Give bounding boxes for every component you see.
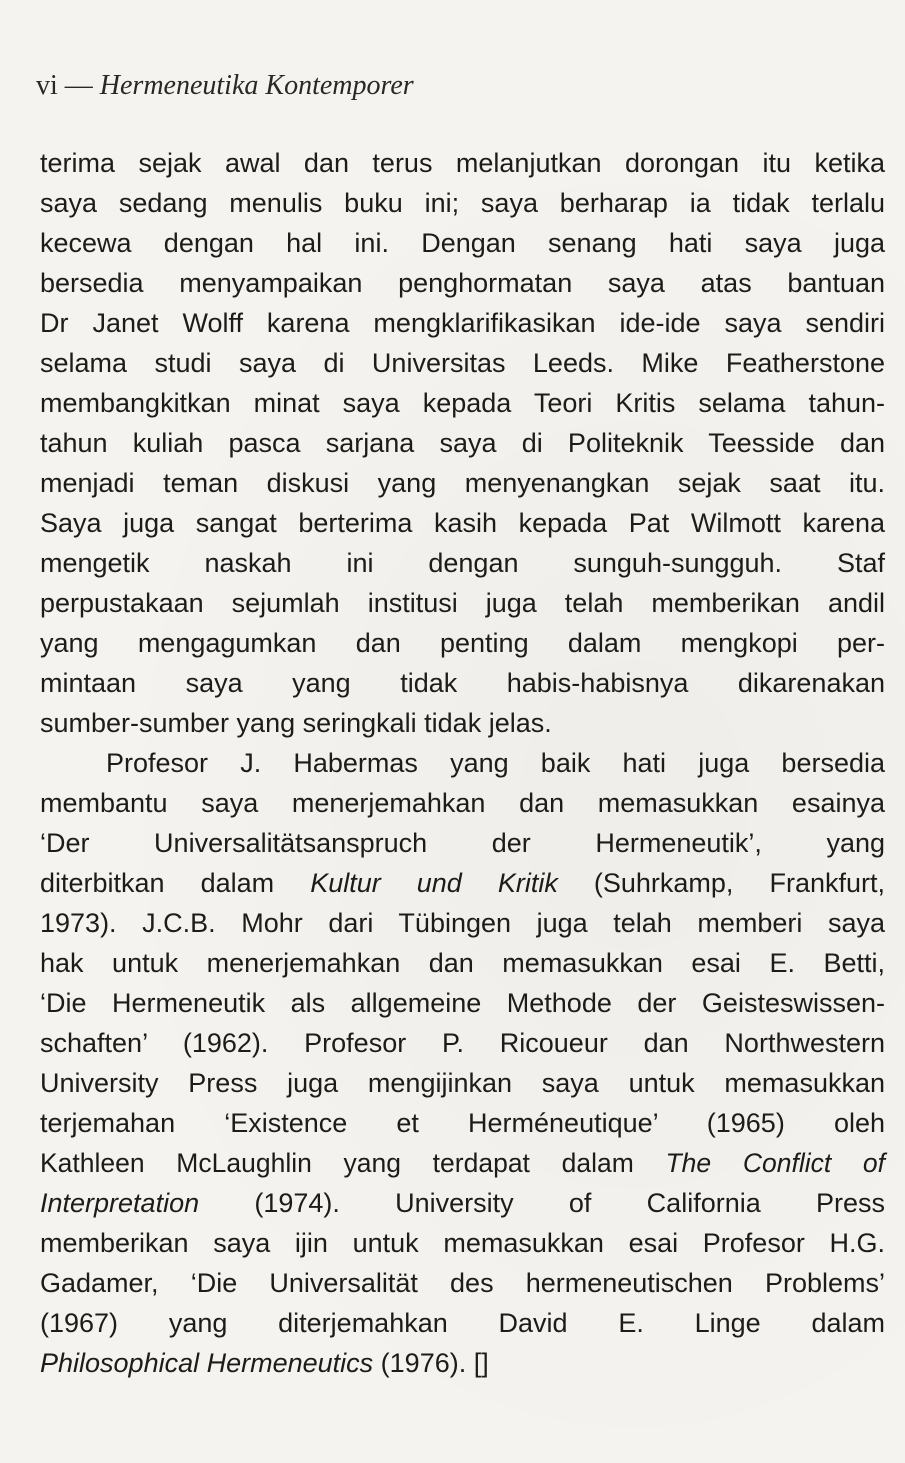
text-line: selama studi saya di Universitas Leeds. Mike Featherstone xyxy=(40,348,885,378)
text-line: yang mengagumkan dan penting dalam mengkopi per- xyxy=(40,628,885,658)
text-line: mengetik naskah ini dengan sunguh-sungguh. Staf xyxy=(40,548,885,578)
header-dash: — xyxy=(64,70,93,101)
text-line: perpustakaan sejumlah institusi juga telah memberikan andil xyxy=(40,588,885,618)
paragraph-acknowledgements-2 xyxy=(40,743,885,1383)
text-line: schaften’ (1962). Profesor P. Ricoueur dan Northwestern xyxy=(40,1028,885,1058)
running-head xyxy=(36,70,414,102)
text-line: membangkitkan minat saya kepada Teori Kritis selama tahun- xyxy=(40,388,885,418)
book-title-italic: Philosophical Hermeneutics xyxy=(40,1348,374,1378)
text-line: membantu saya menerjemahkan dan memasukkan esainya xyxy=(40,788,885,818)
text-line: ‘Die Hermeneutik als allgemeine Methode der Geisteswissen- xyxy=(40,988,885,1018)
text-line: Dr Janet Wolff karena mengklarifikasikan ide-ide saya sendiri xyxy=(40,308,885,338)
text-line xyxy=(40,1143,885,1183)
text-line: menjadi teman diskusi yang menyenangkan sejak saat itu. xyxy=(40,468,885,498)
text-segment: (1976). [] xyxy=(373,1348,489,1378)
text-segment: Kathleen McLaughlin yang terdapat dalam xyxy=(40,1148,666,1178)
text-line xyxy=(40,1183,885,1223)
book-title-italic: Kultur und Kritik xyxy=(310,868,558,898)
text-line: tahun kuliah pasca sarjana saya di Politeknik Teesside dan xyxy=(40,428,885,458)
text-line: University Press juga mengijinkan saya untuk memasukkan xyxy=(40,1068,885,1098)
book-title: Hermeneutika Kontemporer xyxy=(99,70,414,101)
text-line: bersedia menyampaikan penghormatan saya atas bantuan xyxy=(40,268,885,298)
text-line: saya sedang menulis buku ini; saya berharap ia tidak terlalu xyxy=(40,188,885,218)
book-title-italic: The Conflict of xyxy=(665,1148,885,1178)
body-text xyxy=(40,143,885,1383)
text-line: memberikan saya ijin untuk memasukkan esai Profesor H.G. xyxy=(40,1228,885,1258)
text-line: Profesor J. Habermas yang baik hati juga bersedia xyxy=(106,748,885,778)
page-number: vi xyxy=(36,70,58,101)
text-line: Saya juga sangat berterima kasih kepada Pat Wilmott karena xyxy=(40,508,885,538)
text-line: mintaan saya yang tidak habis-habisnya dikarenakan xyxy=(40,668,885,698)
text-line: terima sejak awal dan terus melanjutkan dorongan itu ketika xyxy=(40,148,885,178)
text-line: hak untuk menerjemahkan dan memasukkan esai E. Betti, xyxy=(40,948,885,978)
text-line: ‘Der Universalitätsanspruch der Hermeneutik’, yang xyxy=(40,828,885,858)
text-line: 1973). J.C.B. Mohr dari Tübingen juga telah memberi saya xyxy=(40,908,885,938)
text-line: (1967) yang diterjemahkan David E. Linge dalam xyxy=(40,1308,885,1338)
text-segment: (1974). University of California Press xyxy=(199,1188,885,1218)
text-line: sumber-sumber yang seringkali tidak jelas. xyxy=(40,708,552,738)
text-line: terjemahan ‘Existence et Herméneutique’ (1965) oleh xyxy=(40,1108,885,1138)
text-segment: diterbitkan dalam xyxy=(40,868,311,898)
paragraph-acknowledgements-1 xyxy=(40,143,885,743)
text-line: kecewa dengan hal ini. Dengan senang hati saya juga xyxy=(40,228,885,258)
text-line xyxy=(40,863,885,903)
book-title-italic: Interpretation xyxy=(40,1188,200,1218)
text-segment: (Suhrkamp, Frankfurt, xyxy=(557,868,885,898)
text-line xyxy=(40,1343,885,1383)
text-line: Gadamer, ‘Die Universalität des hermeneutischen Problems’ xyxy=(40,1268,885,1298)
